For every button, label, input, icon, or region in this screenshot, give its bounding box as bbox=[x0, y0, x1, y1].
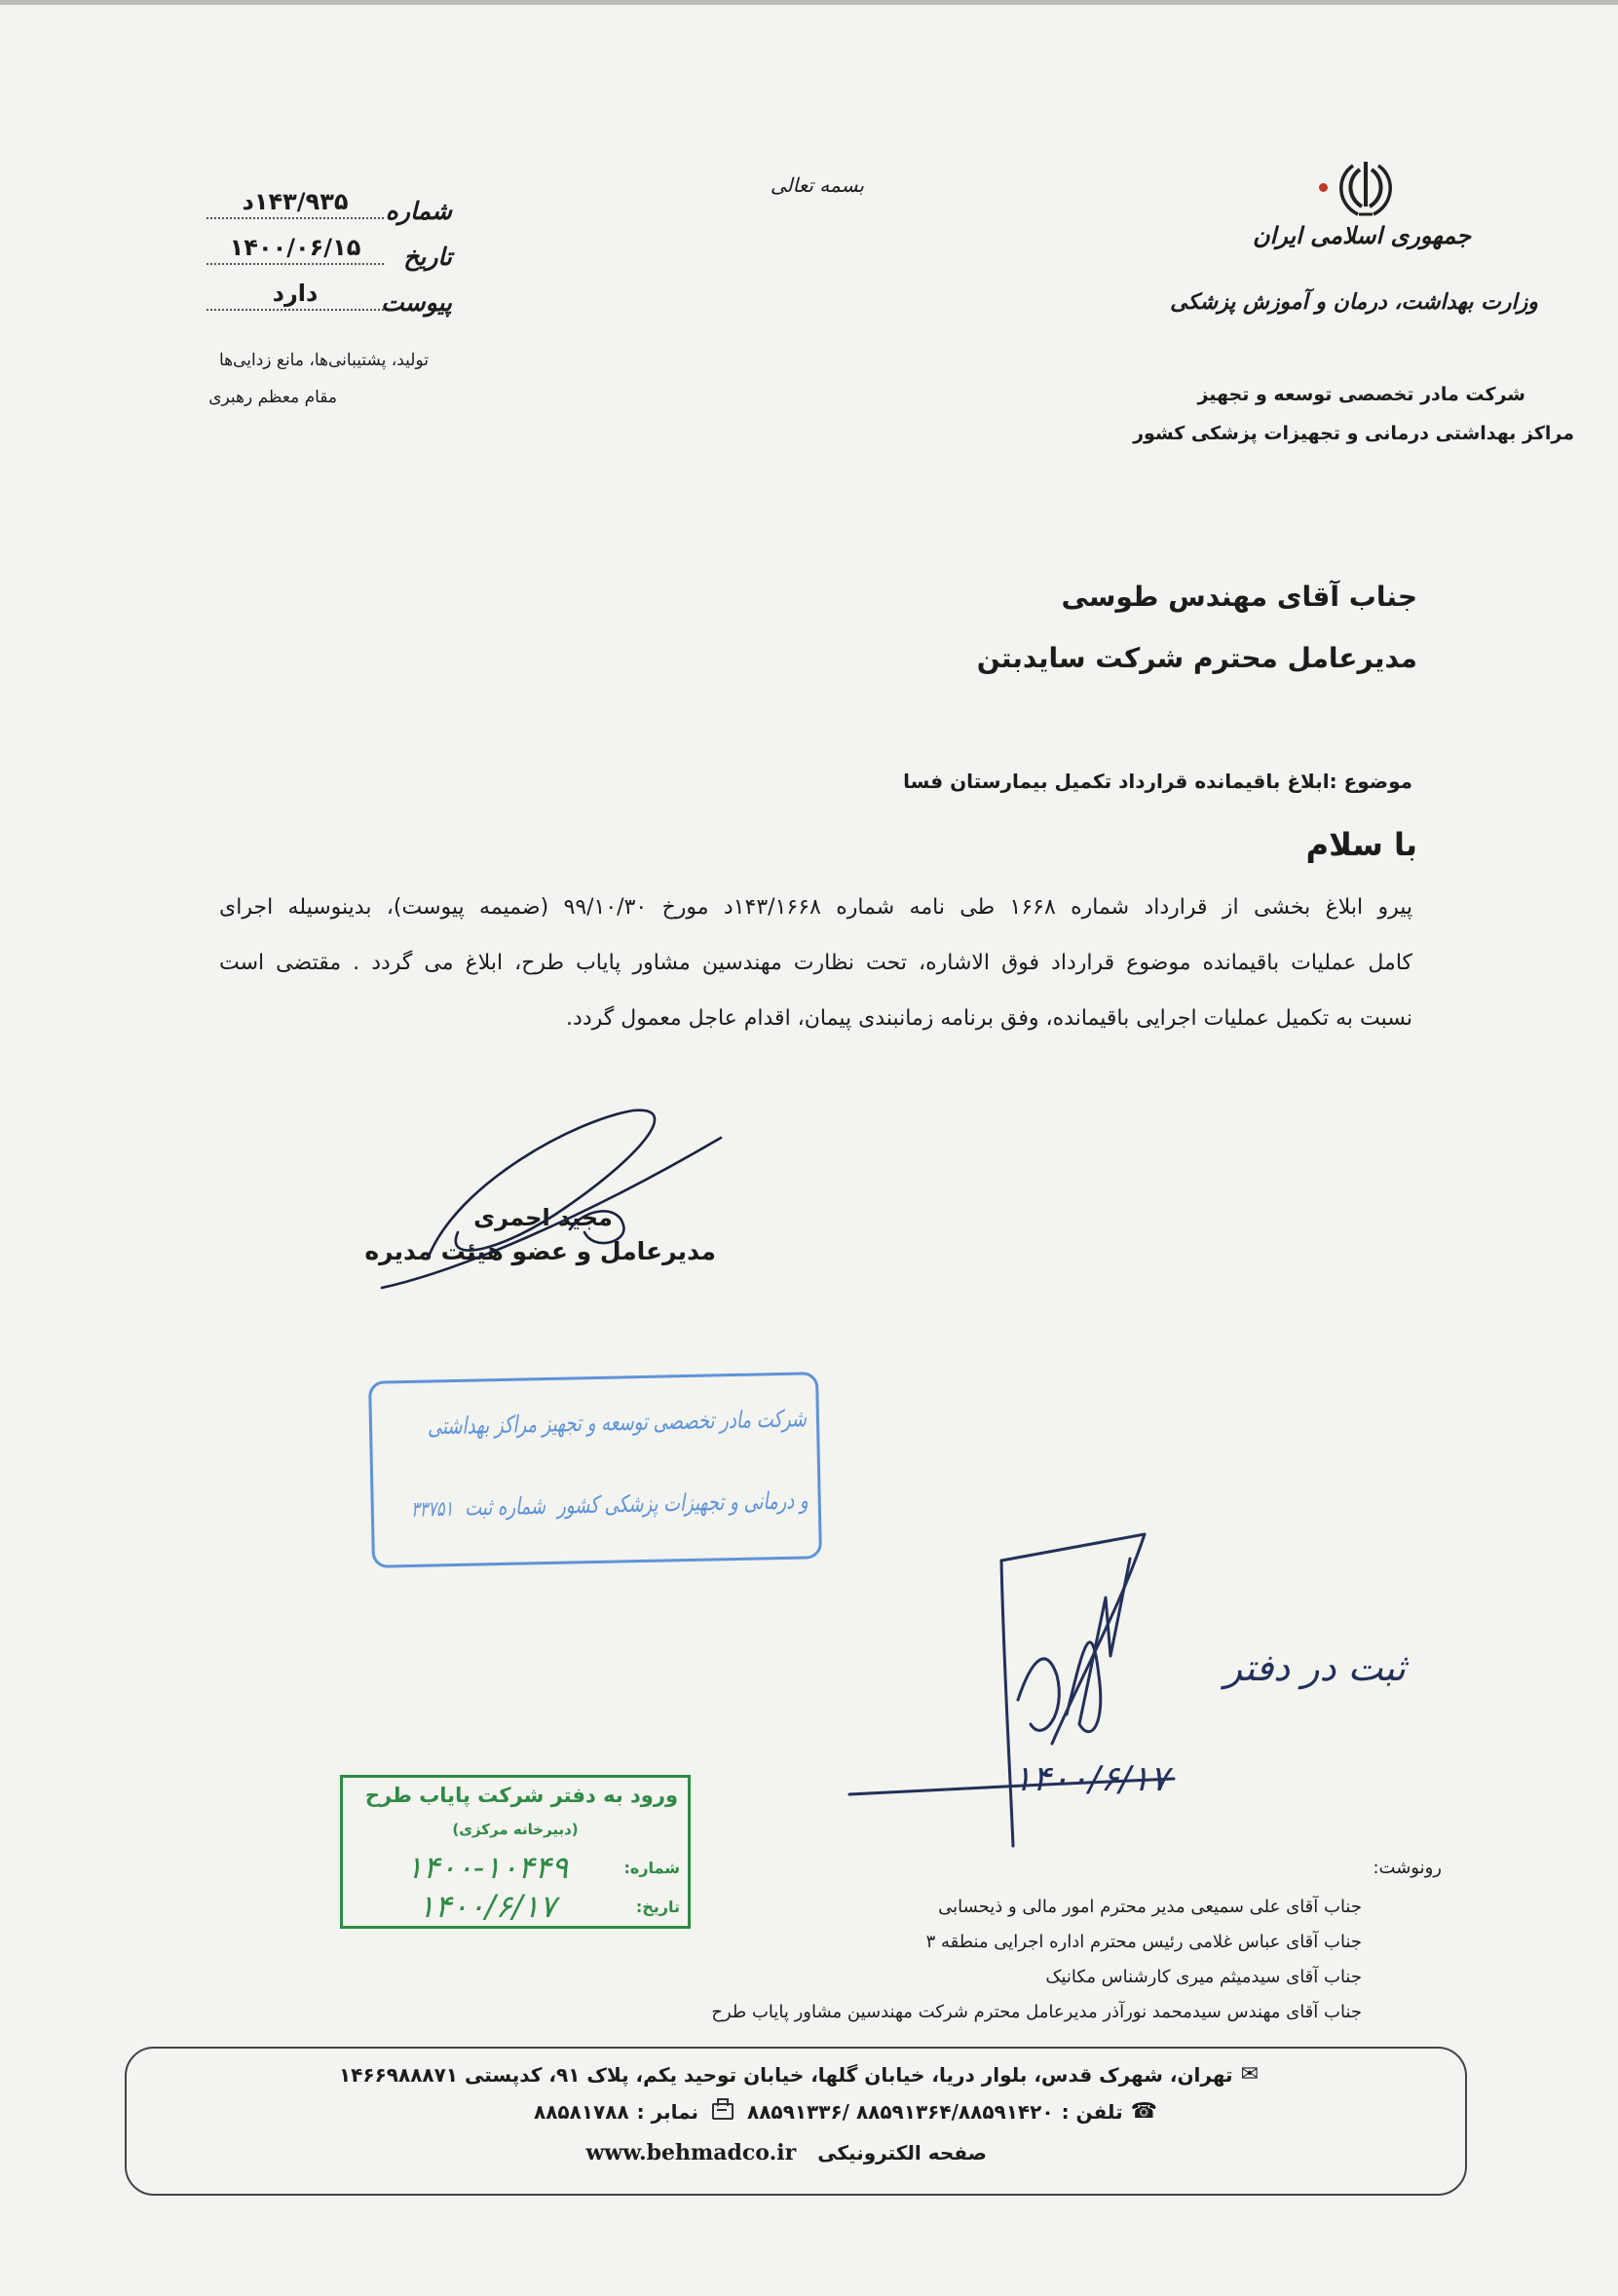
body-line: نسبت به تکمیل عملیات اجرایی باقیمانده، وفق برنامه زمانبندی پیمان، اقدام عاجل معمول گردد. bbox=[566, 1006, 1412, 1031]
letter-number: ۱۴۳/۹۳۵د bbox=[207, 186, 384, 219]
website-url: www.behmadco.ir bbox=[585, 2140, 797, 2165]
signatory-block bbox=[364, 1204, 716, 1265]
company-seal-stamp bbox=[368, 1372, 822, 1568]
cc-list bbox=[711, 1893, 1362, 2033]
phone-icon bbox=[1131, 2099, 1157, 2124]
receipt-number: ۱۴۰۰-۱۰۴۴۹ bbox=[405, 1849, 569, 1886]
receipt-stamp bbox=[340, 1775, 691, 1929]
iran-emblem-icon bbox=[1332, 156, 1400, 224]
attachment-label: پیوست bbox=[381, 288, 452, 317]
subject-line bbox=[903, 770, 1412, 793]
company-name-line-1: شرکت مادر تخصصی توسعه و تجهیز bbox=[1197, 384, 1525, 405]
seal-line-2 bbox=[381, 1475, 809, 1536]
footer-address: تهران، شهرک قدس، بلوار دریا، خیابان گلها، خیابان توحید یکم، پلاک ۹۱، کدپستی ۱۴۶۶۹۸۸۸۷۱ bbox=[338, 2062, 1233, 2087]
cc-item: جناب آقای سیدمیثم میری کارشناس مکانیک bbox=[1045, 1967, 1362, 1987]
letter-meta bbox=[207, 179, 452, 317]
receipt-number-row bbox=[351, 1848, 680, 1887]
receipt-stamp-subtitle: (دبیرخانه مرکزی) bbox=[452, 1821, 579, 1838]
subject-text: ابلاغ باقیمانده قرارداد تکمیل بیمارستان فسا bbox=[903, 770, 1330, 793]
cc-label: رونوشت: bbox=[1373, 1858, 1442, 1878]
cc-item: جناب آقای علی سمیعی مدیر محترم امور مالی و ذیحسابی bbox=[938, 1897, 1362, 1917]
handwritten-date: ۱۴۰۰/۶/۱۷ bbox=[1013, 1759, 1169, 1799]
approval-signature-loop-2 bbox=[1067, 1642, 1101, 1732]
slogan-line-2: مقام معظم رهبری bbox=[208, 388, 337, 407]
signatory-name: مجید احمری bbox=[473, 1204, 613, 1231]
seal-line-2-text: و درمانی و تجهیزات پزشکی کشور bbox=[556, 1487, 809, 1521]
body-line: کامل عملیات باقیمانده موضوع قرارداد فوق الاشاره، تحت نظارت مهندسین مشاور پایاب طرح، ابلاغ می گردد . مقتضی است bbox=[219, 951, 1412, 975]
country-calligraphy: جمهوری اسلامی ایران bbox=[1252, 222, 1472, 249]
phone-numbers: ۸۸۵۹۱۳۳۶/ ۸۸۵۹۱۳۶۴/۸۸۵۹۱۴۲۰ bbox=[747, 2099, 1054, 2124]
receipt-stamp-title: ورود به دفتر شرکت پایاب طرح bbox=[364, 1784, 678, 1807]
letter-date: ۱۴۰۰/۰۶/۱۵ bbox=[207, 232, 384, 265]
emblem-red-dot bbox=[1319, 183, 1328, 192]
greeting: با سلام bbox=[1305, 826, 1417, 863]
receipt-date-row bbox=[351, 1887, 680, 1926]
meta-number-row bbox=[207, 179, 452, 225]
footer-web-line bbox=[585, 2140, 987, 2165]
envelope-icon bbox=[1241, 2062, 1259, 2087]
company-name-line-2: مراکز بهداشتی درمانی و تجهیزات پزشکی کشور bbox=[1133, 423, 1574, 444]
signatory-title: مدیرعامل و عضو هیئت مدیره bbox=[364, 1237, 716, 1265]
letter-body bbox=[219, 888, 1412, 1055]
subject-label: موضوع : bbox=[1329, 770, 1412, 793]
date-label: تاریخ bbox=[403, 243, 452, 271]
body-line: پیرو ابلاغ بخشی از قرارداد شماره ۱۶۶۸ طی نامه شماره ۱۴۳/۱۶۶۸د مورخ ۹۹/۱۰/۳۰ (ضمیمه پیوست)، بدینوسیله اجرای bbox=[219, 895, 1412, 920]
approval-signature-diagonal bbox=[1052, 1534, 1145, 1744]
receipt-date: ۱۴۰۰/۶/۱۷ bbox=[418, 1888, 556, 1925]
meta-attachment-row bbox=[207, 271, 452, 317]
letter-attachment: دارد bbox=[207, 278, 384, 311]
seal-registration-label: شماره ثبت bbox=[464, 1492, 546, 1523]
number-label: شماره bbox=[385, 197, 452, 225]
meta-date-row bbox=[207, 225, 452, 271]
bismillah: بسمه تعالی bbox=[770, 173, 864, 197]
approval-signature-top bbox=[1001, 1534, 1145, 1561]
web-label: صفحه الکترونیکی bbox=[817, 2141, 987, 2164]
slogan-line-1: تولید، پشتیبانی‌ها، مانع زدایی‌ها bbox=[218, 351, 429, 370]
footer-address-line bbox=[339, 2062, 1259, 2087]
cc-item: جناب آقای عباس غلامی رئیس محترم اداره اجرایی منطقه ۳ bbox=[925, 1932, 1362, 1952]
footer-box bbox=[125, 2047, 1467, 2196]
scan-top-edge bbox=[0, 0, 1618, 5]
fax-icon bbox=[712, 2103, 734, 2120]
receipt-date-label: تاریخ: bbox=[635, 1897, 680, 1916]
fax-label: نمابر : bbox=[636, 2099, 699, 2124]
approval-signature-left bbox=[1001, 1561, 1013, 1846]
approval-signature-loop-1 bbox=[1018, 1659, 1059, 1731]
ministry-calligraphy: وزارت بهداشت، درمان و آموزش پزشکی bbox=[1170, 290, 1538, 315]
recipient-title: مدیرعامل محترم شرکت سایدبتن bbox=[976, 642, 1417, 674]
seal-line-1: شرکت مادر تخصصی توسعه و تجهیز مراکز بهداشتی bbox=[427, 1405, 808, 1442]
approval-signature-zigzag bbox=[1079, 1559, 1130, 1724]
handwritten-note: ثبت در دفتر bbox=[1223, 1646, 1406, 1689]
receipt-number-label: شماره: bbox=[623, 1858, 680, 1877]
fax-number: ۸۸۵۸۱۷۸۸ bbox=[534, 2099, 629, 2124]
recipient-name: جناب آقای مهندس طوسی bbox=[1061, 581, 1417, 613]
phone-label: تلفن : bbox=[1061, 2099, 1123, 2124]
footer-contact-line bbox=[534, 2099, 1157, 2124]
seal-registration-number: ۳۳۷۵۱ bbox=[410, 1495, 454, 1523]
cc-item: جناب آقای مهندس سیدمحمد نورآذر مدیرعامل محترم شرکت مهندسین مشاور پایاب طرح bbox=[711, 2002, 1362, 2022]
